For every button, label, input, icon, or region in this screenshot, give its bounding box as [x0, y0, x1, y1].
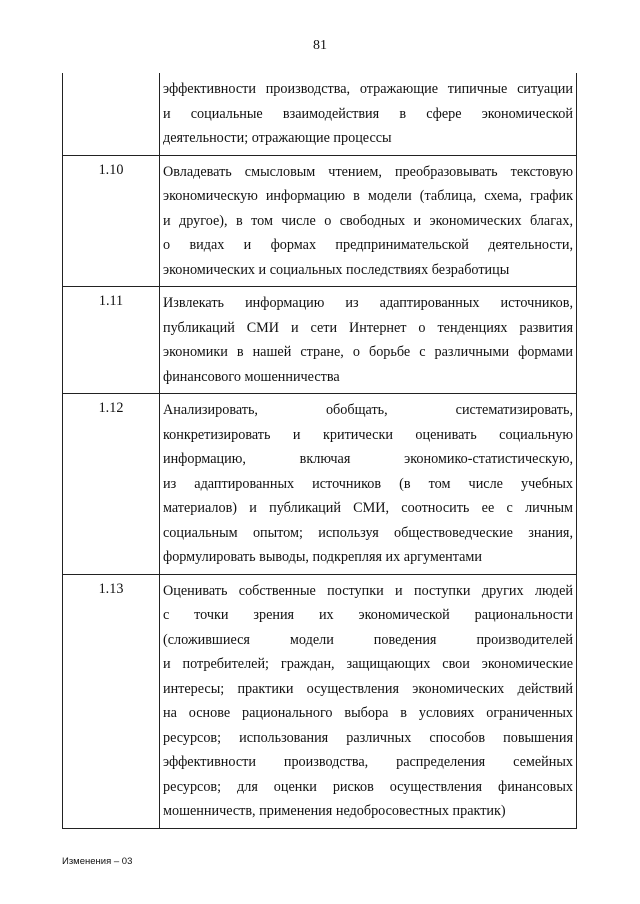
page-number: 81: [313, 38, 327, 53]
table-row: [63, 394, 577, 575]
table-row: [63, 287, 577, 394]
table-body: [63, 73, 577, 828]
text-line: формулировать выводы, подкрепляя их аргументами: [163, 549, 483, 565]
text-line: информацию, включая экономико-статистическую,: [163, 451, 573, 467]
row-text-cell: [160, 394, 577, 575]
row-number-cell: [63, 73, 160, 155]
text-line: конкретизировать и критически оценивать социальную: [163, 426, 573, 443]
row-text-cell: [160, 73, 577, 155]
text-line: экономическую информацию в модели (таблица, схема, график: [163, 188, 573, 204]
text-line: из адаптированных источников (в том числе учебных: [163, 475, 573, 492]
text-line: и потребителей; граждан, защищающих свои экономические: [163, 656, 573, 672]
text-line: и другое), в том числе о свободных и экономических благах,: [163, 212, 573, 229]
text-line: публикаций СМИ и сети Интернет о тенденциях развития: [163, 319, 573, 336]
text-line: деятельности; отражающие процессы: [163, 130, 392, 146]
table-row: [63, 155, 577, 287]
text-line: на основе рационального выбора в условиях ограниченных: [163, 705, 573, 721]
row-number-cell: 1.13: [63, 574, 160, 828]
text-line: ресурсов; использования различных способов повышения: [163, 729, 573, 746]
footer-revision-note: Изменения – 03: [62, 856, 133, 867]
table-row: [63, 574, 577, 828]
text-line: Овладевать смысловым чтением, преобразовывать текстовую: [163, 163, 573, 180]
text-line: и социальные взаимодействия в сфере экономической: [163, 105, 573, 122]
text-line: Анализировать, обобщать, систематизировать,: [163, 402, 573, 418]
table-row: [63, 73, 577, 155]
text-line: Оценивать собственные поступки и поступки других людей: [163, 582, 573, 599]
row-number-cell: 1.10: [63, 155, 160, 287]
competency-table: [62, 73, 577, 829]
text-line: интересы; практики осуществления экономических действий: [163, 680, 573, 697]
row-number-cell: 1.11: [63, 287, 160, 394]
text-line: эффективности производства, отражающие типичные ситуации: [163, 81, 573, 97]
text-line: с точки зрения их экономической рациональности: [163, 607, 573, 623]
text-line: экономики в нашей стране, о борьбе с различными формами: [163, 344, 573, 360]
text-line: о видах и формах предпринимательской деятельности,: [163, 237, 573, 253]
text-line: экономических и социальных последствиях безработицы: [163, 261, 510, 278]
text-line: финансового мошенничества: [163, 368, 340, 385]
text-line: социальным опытом; используя обществоведческие знания,: [163, 524, 573, 541]
row-text-cell: [160, 574, 577, 828]
text-line: мошенничеств, применения недобросовестных практик): [163, 803, 506, 819]
text-line: эффективности производства, распределения семейных: [163, 754, 573, 770]
row-number-cell: 1.12: [63, 394, 160, 575]
row-text-cell: [160, 287, 577, 394]
row-text-cell: [160, 155, 577, 287]
text-line: материалов) и публикаций СМИ, соотносить ее с личным: [163, 500, 573, 516]
text-line: (сложившиеся модели поведения производителей: [163, 631, 573, 648]
text-line: Извлекать информацию из адаптированных источников,: [163, 295, 573, 311]
text-line: ресурсов; для оценки рисков осуществления финансовых: [163, 778, 573, 795]
